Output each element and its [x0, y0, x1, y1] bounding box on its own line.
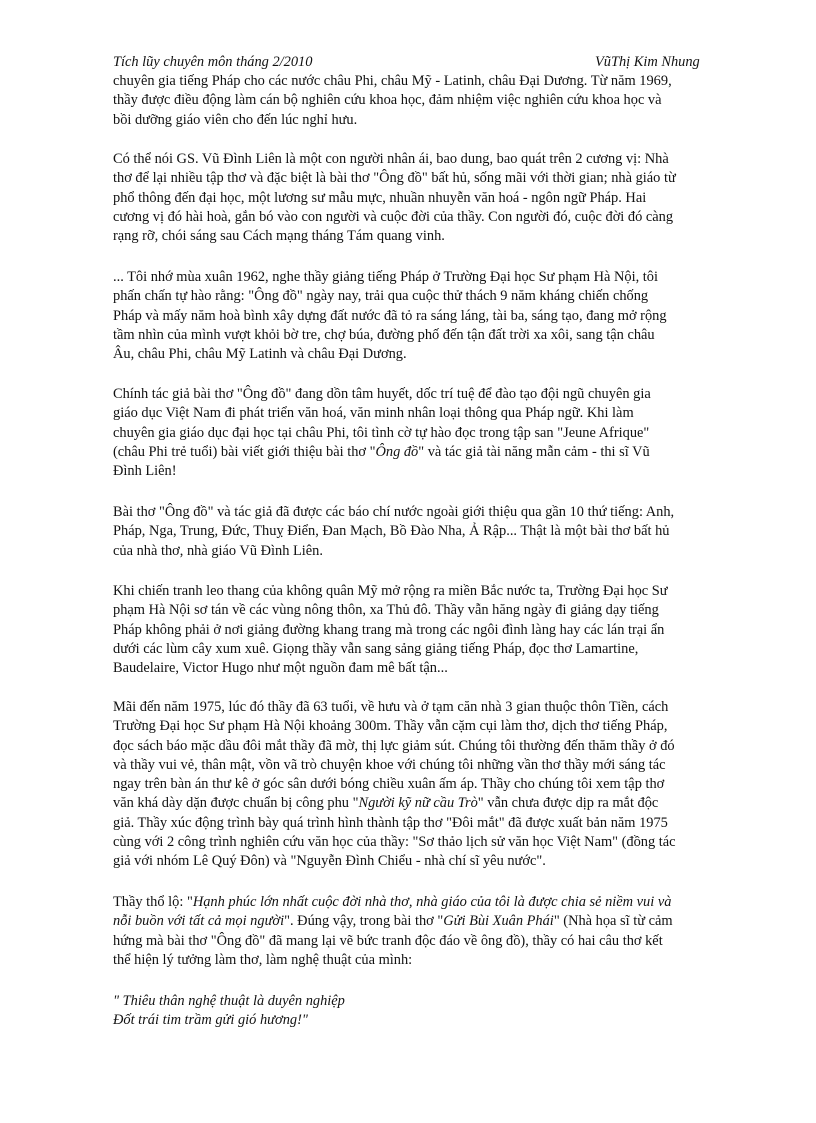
text-line: Bài thơ "Ông đồ" và tác giả đã được các báo chí nước ngoài giới thiệu qua gần 10 thứ tiếng: Anh,: [113, 504, 675, 520]
text-line: giáo dục Việt Nam đi phát triển văn hoá, văn minh nhân loại thông qua Pháp ngữ. Khi làm: [113, 405, 634, 422]
paragraph-7: [113, 698, 731, 872]
text-line: Chính tác giả bài thơ "Ông đồ" đang dồn tâm huyết, dốc trí tuệ để đào tạo đội ngũ chuyên gia: [113, 386, 651, 402]
text-line: Có thể nói GS. Vũ Đình Liên là một con người nhân ái, bao dung, bao quát trên 2 cương vị: Nhà: [113, 151, 669, 167]
text-line: Mãi đến năm 1975, lúc đó thầy đã 63 tuổi, về hưu và ở tạm căn nhà 3 gian thuộc thôn Tiền, cách: [113, 699, 669, 715]
text-line: Baudelaire, Victor Hugo như một nguồn đam mê bất tận...: [113, 660, 448, 677]
text-run: (châu Phi trẻ tuổi) bài viết giới thiệu bài thơ ": [113, 443, 376, 460]
text-line: Khi chiến tranh leo thang của không quân Mỹ mở rộng ra miền Bắc nước ta, Trường Đại học Sư: [113, 583, 668, 599]
poem-title-italic: Gửi Bùi Xuân Phái: [443, 913, 554, 930]
header-title: Tích lũy chuyên môn tháng 2/2010: [113, 54, 313, 70]
text-line: Đình Liên!: [113, 463, 177, 480]
text-line: ... Tôi nhớ mùa xuân 1962, nghe thầy giảng tiếng Pháp ở Trường Đại học Sư phạm Hà Nội, tôi: [113, 269, 658, 285]
text-line: thơ để lại nhiều tập thơ và đặc biệt là bài thơ "Ông đồ" bất hủ, sống mãi với thời gian; nhà giáo từ: [113, 170, 676, 187]
text-line: Trường Đại học Sư phạm Hà Nội khoảng 300m. Thầy vẫn cặm cụi làm thơ, dịch thơ tiếng Pháp,: [113, 718, 668, 735]
paragraph-8: [113, 893, 731, 970]
poem-title-italic: Ông đồ: [375, 443, 419, 460]
text-line: Pháp và mấy năm hoà bình xây dựng đất nước đã tỏ ra sáng láng, tài ba, sáng tạo, đang mở rộng: [113, 307, 667, 324]
poem-quote: [113, 992, 731, 1031]
paragraph-2: [113, 150, 731, 246]
text-line: cương vị đó hài hoà, gắn bó vào con người và cuộc đời của thầy. Con người đó, cuộc đời đó càng: [113, 208, 674, 225]
text-line: ngay trên bàn án thư kê ở góc sân dưới bóng chiều xuân ấm áp. Thầy cho chúng tôi xem tập thơ: [113, 776, 665, 793]
text-line: phổ thông đến đại học, một lương sư mẫu mực, nhuần nhuyễn văn hoá - ngôn ngữ Pháp. Hai: [113, 189, 647, 206]
text-line: rạng rỡ, chói sáng sau Cách mạng tháng Tám quang vinh.: [113, 228, 445, 245]
page-header: [113, 53, 733, 72]
text-line: phấn chấn tự hào rằng: "Ông đồ" ngày nay, trải qua cuộc thử thách 9 năm kháng chiến chống: [113, 288, 649, 305]
text-run: ". Đúng vậy, trong bài thơ ": [284, 913, 444, 930]
text-line: dưới các lùm cây xum xuê. Giọng thầy vẫn sang sảng giảng tiếng Pháp, đọc thơ Lamartine,: [113, 640, 639, 657]
text-line: [113, 893, 731, 912]
text-line: chuyên gia tiếng Pháp cho các nước châu Phi, châu Mỹ - Latinh, châu Đại Dương. Từ năm 1969,: [113, 73, 672, 89]
text-line: Âu, châu Phi, châu Mỹ Latinh và châu Đại Dương.: [113, 346, 407, 363]
text-line: [113, 912, 731, 931]
text-run: " vẫn chưa được dịp ra mắt độc: [477, 795, 659, 812]
text-line: phạm Hà Nội sơ tán về các vùng nông thôn, xa Thủ đô. Thầy vẫn hăng ngày đi giảng dạy tiếng: [113, 602, 659, 619]
text-line: tầm nhìn của mình vượt khỏi bờ tre, chợ búa, đường phố đến tận đất trời xa xôi, sang tận châu: [113, 326, 655, 343]
text-line: của nhà thơ, nhà giáo Vũ Đình Liên.: [113, 542, 323, 559]
book-title-italic: Người kỹ nữ cầu Trò: [358, 795, 478, 812]
text-line: [113, 443, 731, 462]
text-line: hứng mà bài thơ "Ông đồ" đã mang lại vẽ bức tranh độc đáo về ông đồ), thầy có hai câu thơ kết: [113, 932, 663, 949]
quote-italic: nỗi buồn với tất cả mọi người: [113, 913, 285, 930]
text-line: [113, 794, 731, 813]
text-line: bồi dưỡng giáo viên cho đến lúc nghỉ hưu.: [113, 111, 358, 128]
text-run: văn khá dày dặn được chuẩn bị công phu ": [113, 795, 359, 812]
paragraph-3: [113, 268, 731, 364]
text-line: giả. Thầy xúc động trình bày quá trình hình thành tập thơ "Đôi mắt" đã được xuất bản năm 1975: [113, 814, 668, 831]
text-line: cùng với 2 công trình nghiên cứu văn học của thầy: "Sơ thảo lịch sử văn học Việt Nam" (đồng tác: [113, 834, 676, 851]
text-line: Pháp, Nga, Trung, Đức, Thuỵ Điển, Đan Mạch, Bồ Đào Nha, Ả Rập... Thật là một bài thơ bất hủ: [113, 523, 670, 540]
text-line: đọc sách báo mặc dầu đôi mắt thầy đã mờ, thị lực giảm sút. Chúng tôi thường đến thăm thầy ở đó: [113, 737, 675, 754]
paragraph-4: [113, 385, 731, 481]
poem-line: " Thiêu thân nghệ thuật là duyên nghiệp: [113, 993, 345, 1009]
text-line: Pháp không phải ở nơi giảng đường khang trang mà trong các ngôi đình làng hay các lán trại ẩn: [113, 621, 665, 638]
quote-italic: Hạnh phúc lớn nhất cuộc đời nhà thơ, nhà giáo của tôi là được chia sẻ niềm vui và: [192, 894, 672, 910]
text-line: thầy được điều động làm cán bộ nghiên cứu khoa học, đảm nhiệm việc nghiên cứu khoa học và: [113, 92, 662, 109]
poem-line: Đốt trái tim trầm gửi gió hương!": [113, 1012, 308, 1029]
text-line: giả với nhóm Lê Quý Đôn) và "Nguyễn Đình Chiểu - nhà chí sĩ yêu nước".: [113, 853, 546, 870]
text-run: Thầy thổ lộ: ": [113, 894, 193, 910]
paragraph-5: [113, 503, 731, 561]
text-line: thể hiện lý tưởng làm thơ, làm nghệ thuật của mình:: [113, 951, 413, 968]
text-run: " (Nhà họa sĩ từ cảm: [553, 913, 673, 930]
text-line: và thầy vui vẻ, thân mật, vồn vã trò chuyện khoe với chúng tôi những vần thơ thầy mới sáng tác: [113, 756, 666, 773]
paragraph-1: [113, 72, 731, 130]
header-author: VũThị Kim Nhung: [595, 54, 700, 70]
text-line: chuyên gia giáo dục đại học tại châu Phi, tôi tình cờ tự hào đọc trong tập san "Jeune Afrique": [113, 424, 650, 441]
text-run: " và tác giả tài năng mẫn cảm - thi sĩ Vũ: [418, 443, 650, 460]
paragraph-6: [113, 582, 731, 678]
